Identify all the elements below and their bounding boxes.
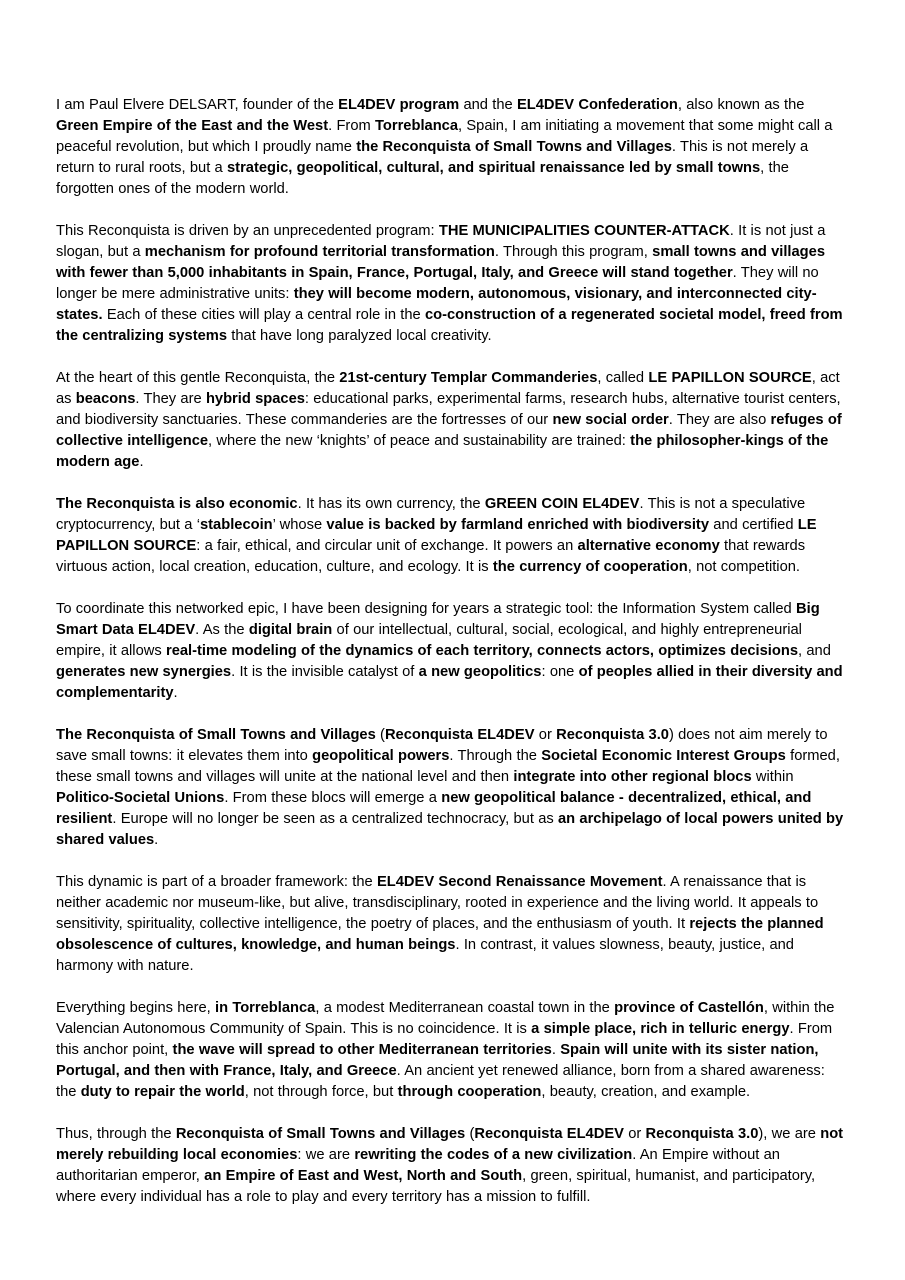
- text-run: .: [139, 454, 144, 470]
- bold-text-run: the philosopher-kings of the modern age: [56, 433, 829, 470]
- bold-text-run: Societal Economic Interest Groups: [541, 748, 786, 764]
- text-run: , a modest Mediterranean coastal town in the: [315, 1000, 615, 1016]
- text-run: . A renaissance that is neither academic nor museum-like, but alive, transdisciplinary, rooted in experience and the living world. It appeals to sensitivity, spirituality, collective intelligence, the poetry of places, and the enthusiasm of youth. It: [56, 874, 819, 932]
- text-run: , Spain, I am initiating a movement that some might call a peaceful revolution, but which I proudly name: [56, 118, 833, 155]
- text-run: and certified: [709, 517, 798, 533]
- bold-text-run: a simple place, rich in telluric energy: [531, 1021, 790, 1037]
- bold-text-run: small towns and villages with fewer than 5,000 inhabitants in Spain, France, Portugal, Italy, and Greece will stand together: [56, 244, 825, 281]
- text-run: , green, spiritual, humanist, and participatory, where every individual has a role to play and every territory has a mission to fulfill.: [56, 1168, 816, 1205]
- text-run: (: [465, 1126, 475, 1142]
- bold-text-run: value is backed by farmland enriched with biodiversity: [326, 517, 709, 533]
- text-run: (: [375, 727, 385, 743]
- text-run: ) does not aim merely to save small towns: it elevates them into: [56, 727, 828, 764]
- bold-text-run: The Reconquista is also economic: [56, 496, 298, 512]
- text-run: , within the Valencian Autonomous Community of Spain. This is no coincidence. It is: [56, 1000, 835, 1037]
- bold-text-run: through cooperation: [397, 1084, 542, 1100]
- text-run: . An ancient yet renewed alliance, born from a shared awareness: the: [56, 1063, 825, 1100]
- document-body: [56, 95, 847, 1208]
- text-run: , called: [597, 370, 649, 386]
- bold-text-run: LE PAPILLON SOURCE: [56, 517, 817, 554]
- text-run: , the forgotten ones of the modern world.: [56, 160, 789, 197]
- text-run: . This is not a speculative cryptocurrency, but a ‘: [56, 496, 806, 533]
- bold-text-run: strategic, geopolitical, cultural, and spiritual renaissance led by small towns: [227, 160, 761, 176]
- bold-text-run: they will become modern, autonomous, visionary, and interconnected city-states.: [56, 286, 817, 323]
- bold-text-run: the wave will spread to other Mediterranean territories: [172, 1042, 552, 1058]
- bold-text-run: Big Smart Data EL4DEV: [56, 601, 820, 638]
- paragraph: [56, 725, 847, 851]
- paragraph: [56, 221, 847, 347]
- bold-text-run: alternative economy: [577, 538, 720, 554]
- text-run: , act as: [56, 370, 840, 407]
- text-run: Everything begins here,: [56, 1000, 215, 1016]
- text-run: , and: [798, 643, 831, 659]
- bold-text-run: real-time modeling of the dynamics of each territory, connects actors, optimizes decisions: [165, 643, 799, 659]
- bold-text-run: Spain will unite with its sister nation, Portugal, and then with France, Italy, and Greece: [56, 1042, 819, 1079]
- bold-text-run: Torreblanca: [375, 118, 458, 134]
- text-run: At the heart of this gentle Reconquista, the: [56, 370, 340, 386]
- paragraph: [56, 998, 847, 1103]
- bold-text-run: Reconquista 3.0: [556, 727, 669, 743]
- bold-text-run: 21st-century Templar Commanderies: [339, 370, 598, 386]
- text-run: . It is not just a slogan, but a: [56, 223, 826, 260]
- bold-text-run: EL4DEV Confederation: [516, 97, 678, 113]
- text-run: . It is the invisible catalyst of: [231, 664, 419, 680]
- text-run: . They are: [135, 391, 206, 407]
- text-run: , also known as the: [677, 97, 805, 113]
- text-run: . They are also: [668, 412, 771, 428]
- text-run: that rewards virtuous action, local creation, education, culture, and ecology. It is: [56, 538, 806, 575]
- text-run: ’ whose: [272, 517, 327, 533]
- paragraph: [56, 368, 847, 473]
- text-run: . From these blocs will emerge a: [224, 790, 442, 806]
- text-run: . As the: [195, 622, 249, 638]
- text-run: Thus, through the: [56, 1126, 176, 1142]
- bold-text-run: rewriting the codes of a new civilization: [354, 1147, 633, 1163]
- text-run: .: [173, 685, 178, 701]
- bold-text-run: duty to repair the world: [80, 1084, 245, 1100]
- bold-text-run: Green Empire of the East and the West: [56, 118, 329, 134]
- text-run: and the: [459, 97, 517, 113]
- text-run: To coordinate this networked epic, I have been designing for years a strategic tool: the Information System called: [56, 601, 797, 617]
- bold-text-run: Politico-Societal Unions: [56, 790, 225, 806]
- bold-text-run: LE PAPILLON SOURCE: [648, 370, 812, 386]
- text-run: : a fair, ethical, and circular unit of exchange. It powers an: [196, 538, 578, 554]
- bold-text-run: province of Castellón: [614, 1000, 764, 1016]
- bold-text-run: Reconquista 3.0: [645, 1126, 759, 1142]
- bold-text-run: an archipelago of local powers united by shared values: [56, 811, 844, 848]
- text-run: , not through force, but: [244, 1084, 398, 1100]
- bold-text-run: the currency of cooperation: [492, 559, 688, 575]
- bold-text-run: stablecoin: [200, 517, 273, 533]
- bold-text-run: new geopolitical balance - decentralized, ethical, and resilient: [56, 790, 812, 827]
- bold-text-run: geopolitical powers: [312, 748, 450, 764]
- bold-text-run: THE MUNICIPALITIES COUNTER-ATTACK: [438, 223, 730, 239]
- bold-text-run: in Torreblanca: [215, 1000, 316, 1016]
- bold-text-run: hybrid spaces: [205, 391, 305, 407]
- text-run: . From this anchor point,: [56, 1021, 833, 1058]
- text-run: Each of these cities will play a central role in the: [102, 307, 425, 323]
- bold-text-run: an Empire of East and West, North and South: [204, 1168, 523, 1184]
- text-run: . This is not merely a return to rural roots, but a: [56, 139, 809, 176]
- text-run: that have long paralyzed local creativity.: [227, 328, 492, 344]
- text-run: . They will no longer be mere administrative units:: [56, 265, 819, 302]
- text-run: , where the new ‘knights’ of peace and sustainability are trained:: [208, 433, 631, 449]
- text-run: or: [623, 1126, 646, 1142]
- text-run: , beauty, creation, and example.: [541, 1084, 751, 1100]
- text-run: This Reconquista is driven by an unprecedented program:: [56, 223, 439, 239]
- bold-text-run: new social order: [552, 412, 669, 428]
- text-run: I am Paul Elvere DELSART, founder of the: [56, 97, 339, 113]
- bold-text-run: digital brain: [248, 622, 333, 638]
- bold-text-run: GREEN COIN EL4DEV: [484, 496, 640, 512]
- text-run: .: [154, 832, 159, 848]
- bold-text-run: beacons: [75, 391, 136, 407]
- paragraph: [56, 599, 847, 704]
- text-run: : we are: [297, 1147, 355, 1163]
- text-run: . Europe will no longer be seen as a centralized technocracy, but as: [112, 811, 558, 827]
- text-run: : one: [541, 664, 579, 680]
- text-run: . It has its own currency, the: [297, 496, 485, 512]
- bold-text-run: not merely rebuilding local economies: [56, 1126, 844, 1163]
- text-run: of our intellectual, cultural, social, ecological, and highly entrepreneurial empire, it allows: [56, 622, 802, 659]
- bold-text-run: Reconquista EL4DEV: [384, 727, 535, 743]
- bold-text-run: EL4DEV program: [338, 97, 460, 113]
- bold-text-run: refuges of collective intelligence: [56, 412, 842, 449]
- text-run: . From: [328, 118, 376, 134]
- text-run: . Through this program,: [494, 244, 653, 260]
- bold-text-run: rejects the planned obsolescence of cultures, knowledge, and human beings: [56, 916, 824, 953]
- paragraph: [56, 95, 847, 200]
- text-run: . An Empire without an authoritarian emperor,: [56, 1147, 780, 1184]
- text-run: within: [751, 769, 794, 785]
- text-run: or: [534, 727, 557, 743]
- bold-text-run: of peoples allied in their diversity and complementarity: [56, 664, 843, 701]
- bold-text-run: integrate into other regional blocs: [513, 769, 752, 785]
- text-run: This dynamic is part of a broader framework: the: [56, 874, 377, 890]
- paragraph: [56, 1124, 847, 1208]
- text-run: . In contrast, it values slowness, beauty, justice, and harmony with nature.: [56, 937, 794, 974]
- paragraph: [56, 494, 847, 578]
- text-run: ), we are: [758, 1126, 821, 1142]
- text-run: formed, these small towns and villages will unite at the national level and then: [56, 748, 840, 785]
- bold-text-run: co-construction of a regenerated societal model, freed from the centralizing systems: [56, 307, 843, 344]
- bold-text-run: The Reconquista of Small Towns and Villages: [56, 727, 376, 743]
- bold-text-run: a new geopolitics: [418, 664, 542, 680]
- bold-text-run: Reconquista EL4DEV: [474, 1126, 624, 1142]
- bold-text-run: generates new synergies: [56, 664, 232, 680]
- text-run: . Through the: [449, 748, 542, 764]
- bold-text-run: Reconquista of Small Towns and Villages: [175, 1126, 466, 1142]
- bold-text-run: the Reconquista of Small Towns and Villages: [356, 139, 672, 155]
- bold-text-run: EL4DEV Second Renaissance Movement: [376, 874, 663, 890]
- text-run: , not competition.: [687, 559, 800, 575]
- text-run: : educational parks, experimental farms, research hubs, alternative tourist centers, and biodiversity sanctuaries. These commanderies are the fortresses of our: [56, 391, 841, 428]
- paragraph: [56, 872, 847, 977]
- text-run: .: [551, 1042, 561, 1058]
- bold-text-run: mechanism for profound territorial transformation: [144, 244, 495, 260]
